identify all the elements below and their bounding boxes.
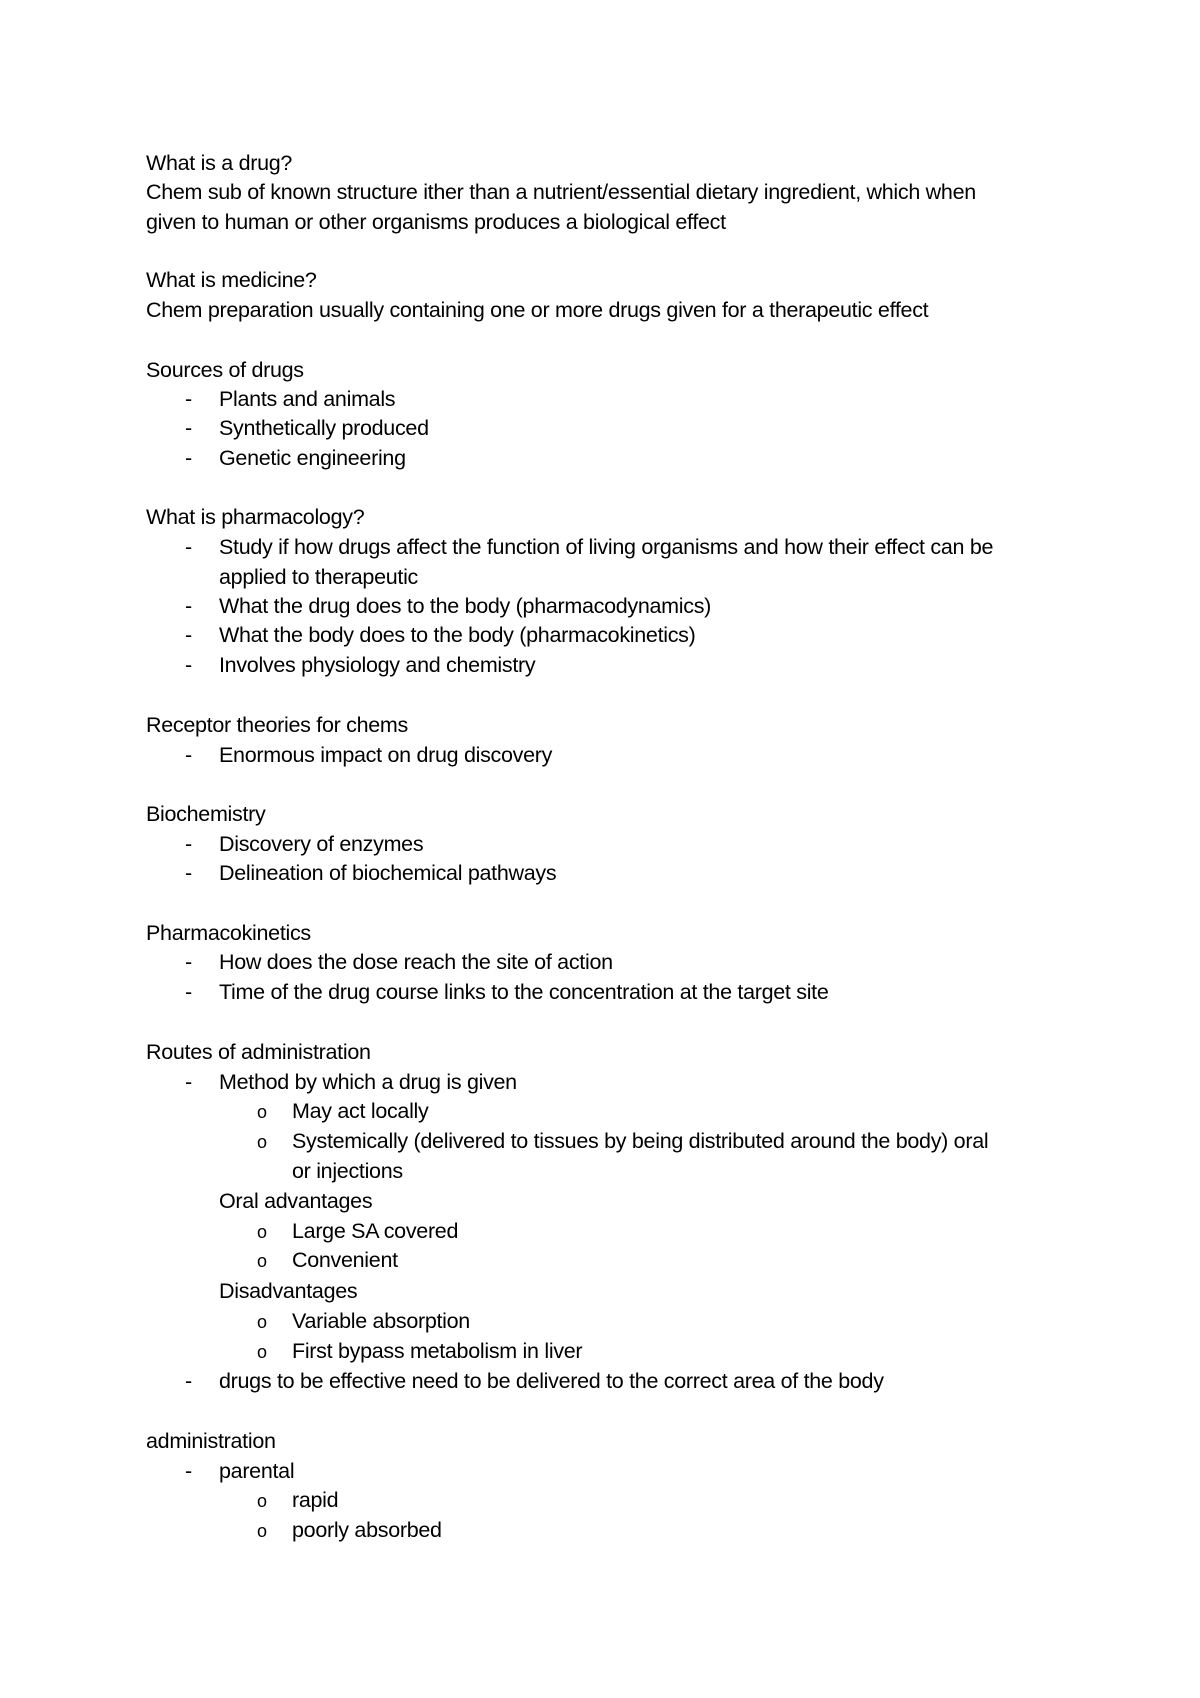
list-item-sources-2: Synthetically produced [219, 416, 429, 440]
list-item-admin-1b: poorly absorbed [292, 1518, 442, 1542]
list-item-pharm-1b: applied to therapeutic [219, 565, 418, 589]
circle-bullet: o [257, 1312, 267, 1332]
drug-definition-line-2: given to human or other organisms produces a biological effect [146, 210, 726, 234]
list-item-routes-1b-a: Systemically (delivered to tissues by being distributed around the body) oral [292, 1129, 989, 1153]
list-item-routes-1b-b: or injections [292, 1159, 403, 1183]
circle-bullet: o [257, 1342, 267, 1362]
dash-bullet: - [185, 446, 192, 470]
circle-bullet: o [257, 1521, 267, 1541]
dash-bullet: - [185, 416, 192, 440]
list-item-routes-1: Method by which a drug is given [219, 1070, 517, 1094]
heading-pharmacokinetics: Pharmacokinetics [146, 921, 311, 945]
heading-receptor-theories: Receptor theories for chems [146, 713, 408, 737]
list-item-admin-1a: rapid [292, 1488, 339, 1512]
dash-bullet: - [185, 535, 192, 559]
list-item-pk-1: How does the dose reach the site of action [219, 950, 613, 974]
heading-what-is-medicine: What is medicine? [146, 268, 317, 292]
list-item-pharm-2: What the drug does to the body (pharmacodynamics) [219, 594, 712, 618]
dash-bullet: - [185, 1070, 192, 1094]
list-item-oral-adv-2: Convenient [292, 1248, 398, 1272]
heading-sources-of-drugs: Sources of drugs [146, 358, 304, 382]
dash-bullet: - [185, 594, 192, 618]
list-item-sources-3: Genetic engineering [219, 446, 406, 470]
circle-bullet: o [257, 1251, 267, 1271]
heading-routes-of-administration: Routes of administration [146, 1040, 371, 1064]
circle-bullet: o [257, 1491, 267, 1511]
heading-what-is-pharmacology: What is pharmacology? [146, 505, 365, 529]
list-item-biochem-1: Discovery of enzymes [219, 832, 424, 856]
list-item-pharm-3: What the body does to the body (pharmacokinetics) [219, 623, 696, 647]
list-item-receptor-1: Enormous impact on drug discovery [219, 743, 553, 767]
list-item-sources-1: Plants and animals [219, 387, 396, 411]
heading-biochemistry: Biochemistry [146, 802, 266, 826]
dash-bullet: - [185, 743, 192, 767]
dash-bullet: - [185, 832, 192, 856]
list-item-biochem-2: Delineation of biochemical pathways [219, 861, 557, 885]
subheading-disadvantages: Disadvantages [219, 1279, 358, 1303]
list-item-pk-2: Time of the drug course links to the concentration at the target site [219, 980, 829, 1004]
subheading-oral-advantages: Oral advantages [219, 1189, 373, 1213]
list-item-pharm-4: Involves physiology and chemistry [219, 653, 536, 677]
drug-definition-line-1: Chem sub of known structure ither than a nutrient/essential dietary ingredient, which when [146, 180, 976, 204]
circle-bullet: o [257, 1222, 267, 1242]
heading-administration: administration [146, 1429, 276, 1453]
list-item-disadv-1: Variable absorption [292, 1309, 470, 1333]
medicine-definition: Chem preparation usually containing one or more drugs given for a therapeutic effect [146, 298, 929, 322]
dash-bullet: - [185, 623, 192, 647]
circle-bullet: o [257, 1132, 267, 1152]
dash-bullet: - [185, 950, 192, 974]
list-item-oral-adv-1: Large SA covered [292, 1219, 459, 1243]
dash-bullet: - [185, 1369, 192, 1393]
list-item-routes-2: drugs to be effective need to be delivered to the correct area of the body [219, 1369, 884, 1393]
dash-bullet: - [185, 861, 192, 885]
list-item-routes-1a: May act locally [292, 1099, 429, 1123]
dash-bullet: - [185, 387, 192, 411]
heading-what-is-drug: What is a drug? [146, 151, 293, 175]
list-item-disadv-2: First bypass metabolism in liver [292, 1339, 583, 1363]
dash-bullet: - [185, 1459, 192, 1483]
circle-bullet: o [257, 1102, 267, 1122]
list-item-admin-1: parental [219, 1459, 295, 1483]
dash-bullet: - [185, 980, 192, 1004]
dash-bullet: - [185, 653, 192, 677]
list-item-pharm-1a: Study if how drugs affect the function of living organisms and how their effect can be [219, 535, 994, 559]
